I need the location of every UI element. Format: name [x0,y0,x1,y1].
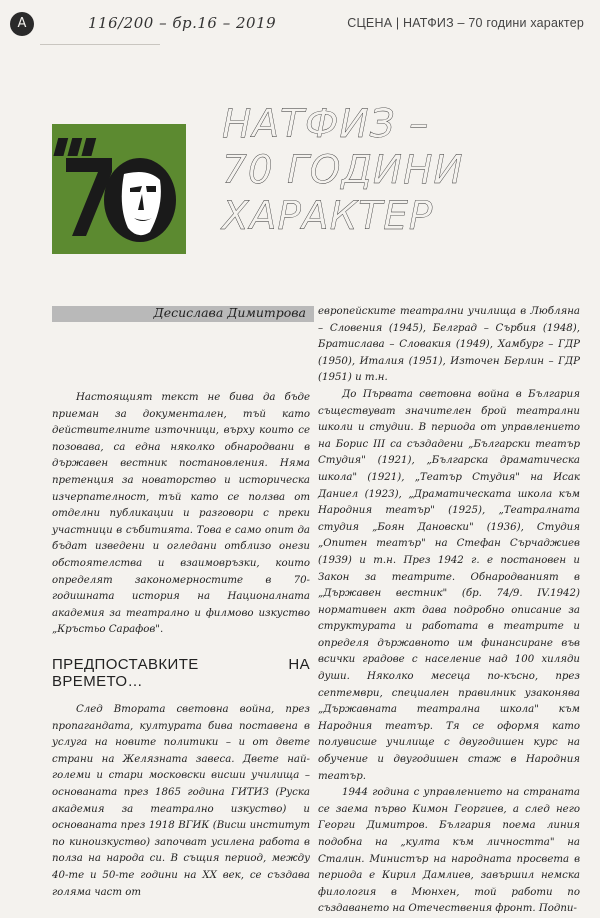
section-heading: ПРЕДПОСТАВКИТЕ НА ВРЕМЕТО… [52,655,310,690]
title-line-3: ХАРАКТЕР [222,194,434,239]
title-line-2: 70 ГОДИНИ [222,148,464,193]
natfiz-70-logo [52,124,186,254]
theatre-mask-icon [52,124,186,254]
publication-logo-icon: A [10,12,34,36]
divider [40,44,160,45]
paragraph-1: европейските театрални училища в Любляна – Словения (1945), Белград – Сърбия (1948), Братислава – Словакия (1949), Хамбург – ГДР (1950), Италия (1951), Източен Берлин – ГДР (1951) и т.н. [318,306,580,384]
paragraph-2: До Първата световна война в България съществуват значителен брой театрални школи и студии. В периода от управлението на Борис III са създадени „Български театър Студия" (1921), „Българска драматическа школа" (1921), „Театър Студия" на Исак Даниел (1923), „Драматическата школа към Народния театър" (1925), „Театралната студия „Боян Дановски" (1936), Студия „Опитен театър" на Стефан Сърчаджиев (1939) и т.н. През 1942 г. е постановен и Закон за театрите. Обнародваният в „Държавен вестник" (бр. 74/9. IV.1942) нормативен акт дава подробно описание за структурата и работата в театрите и определя държавното им финансиране във всички градове с население над 100 хиляди души. Няколко месеца по-късно, през септември, специален правилник узаконява „Държавната театрална школа" към Народния театър. Тя се оформя като полувисше училище с двугодишен курс на обучение и двугодишен стаж в Народния театър. [318,388,580,782]
handwritten-issue-note: 116/200 – бр.16 – 2019 [88,14,277,32]
author-name: Десислава Димитрова [153,305,306,320]
left-column [52,390,310,901]
section-paragraph: След Втората световна война, през пропагандата, културата бива поставена в услуга на новите политики – и от двете страни на Желязната завеса. Двете най-големи и стари московски висши училища – основаната през 1865 година ГИТИЗ (Руска академия за театрално изкуство) и основаната през 1918 ВГИК (Висш институт по киноизкуство) започват усилена работа в полза на народа си. В същия период, между 40-те и 50-те години на XX век, се създава голяма част от [52,704,310,898]
title-line-1: НАТФИЗ – [222,102,430,147]
paragraph-3: 1944 година с управлението на страната се заема първо Кимон Георгиев, а след него Георги Димитров. България поема линия подобна на „култа към личността" на Сталин. Министър на народната просвета в периода е Кирил Дамлиев, завършил немска филология в Мюнхен, той работи по създаването на Отечествения фронт. Подпи- [318,787,580,915]
running-header: СЦЕНА | НАТФИЗ – 70 години характер [347,16,584,30]
intro-paragraph: Настоящият текст не бива да бъде приеман за документален, тъй като действителните източници, върху които се позовава, са една няколко обнародвани в държавен вестник постановления. Няма претенция за новаторство и историческа изчерпателност, тъй като се ползва от отделни публикации и разговори с преки участници в събитията. Това е само опит да бъдат изведени и огледани отблизо онези обстоятелства и взаимовръзки, които определят закономерностите в 70-годишната история на Националната академия за театрално и филмово изкуство „Кръстьо Сарафов". [52,392,310,636]
right-column [318,304,580,918]
article-title [222,102,464,240]
